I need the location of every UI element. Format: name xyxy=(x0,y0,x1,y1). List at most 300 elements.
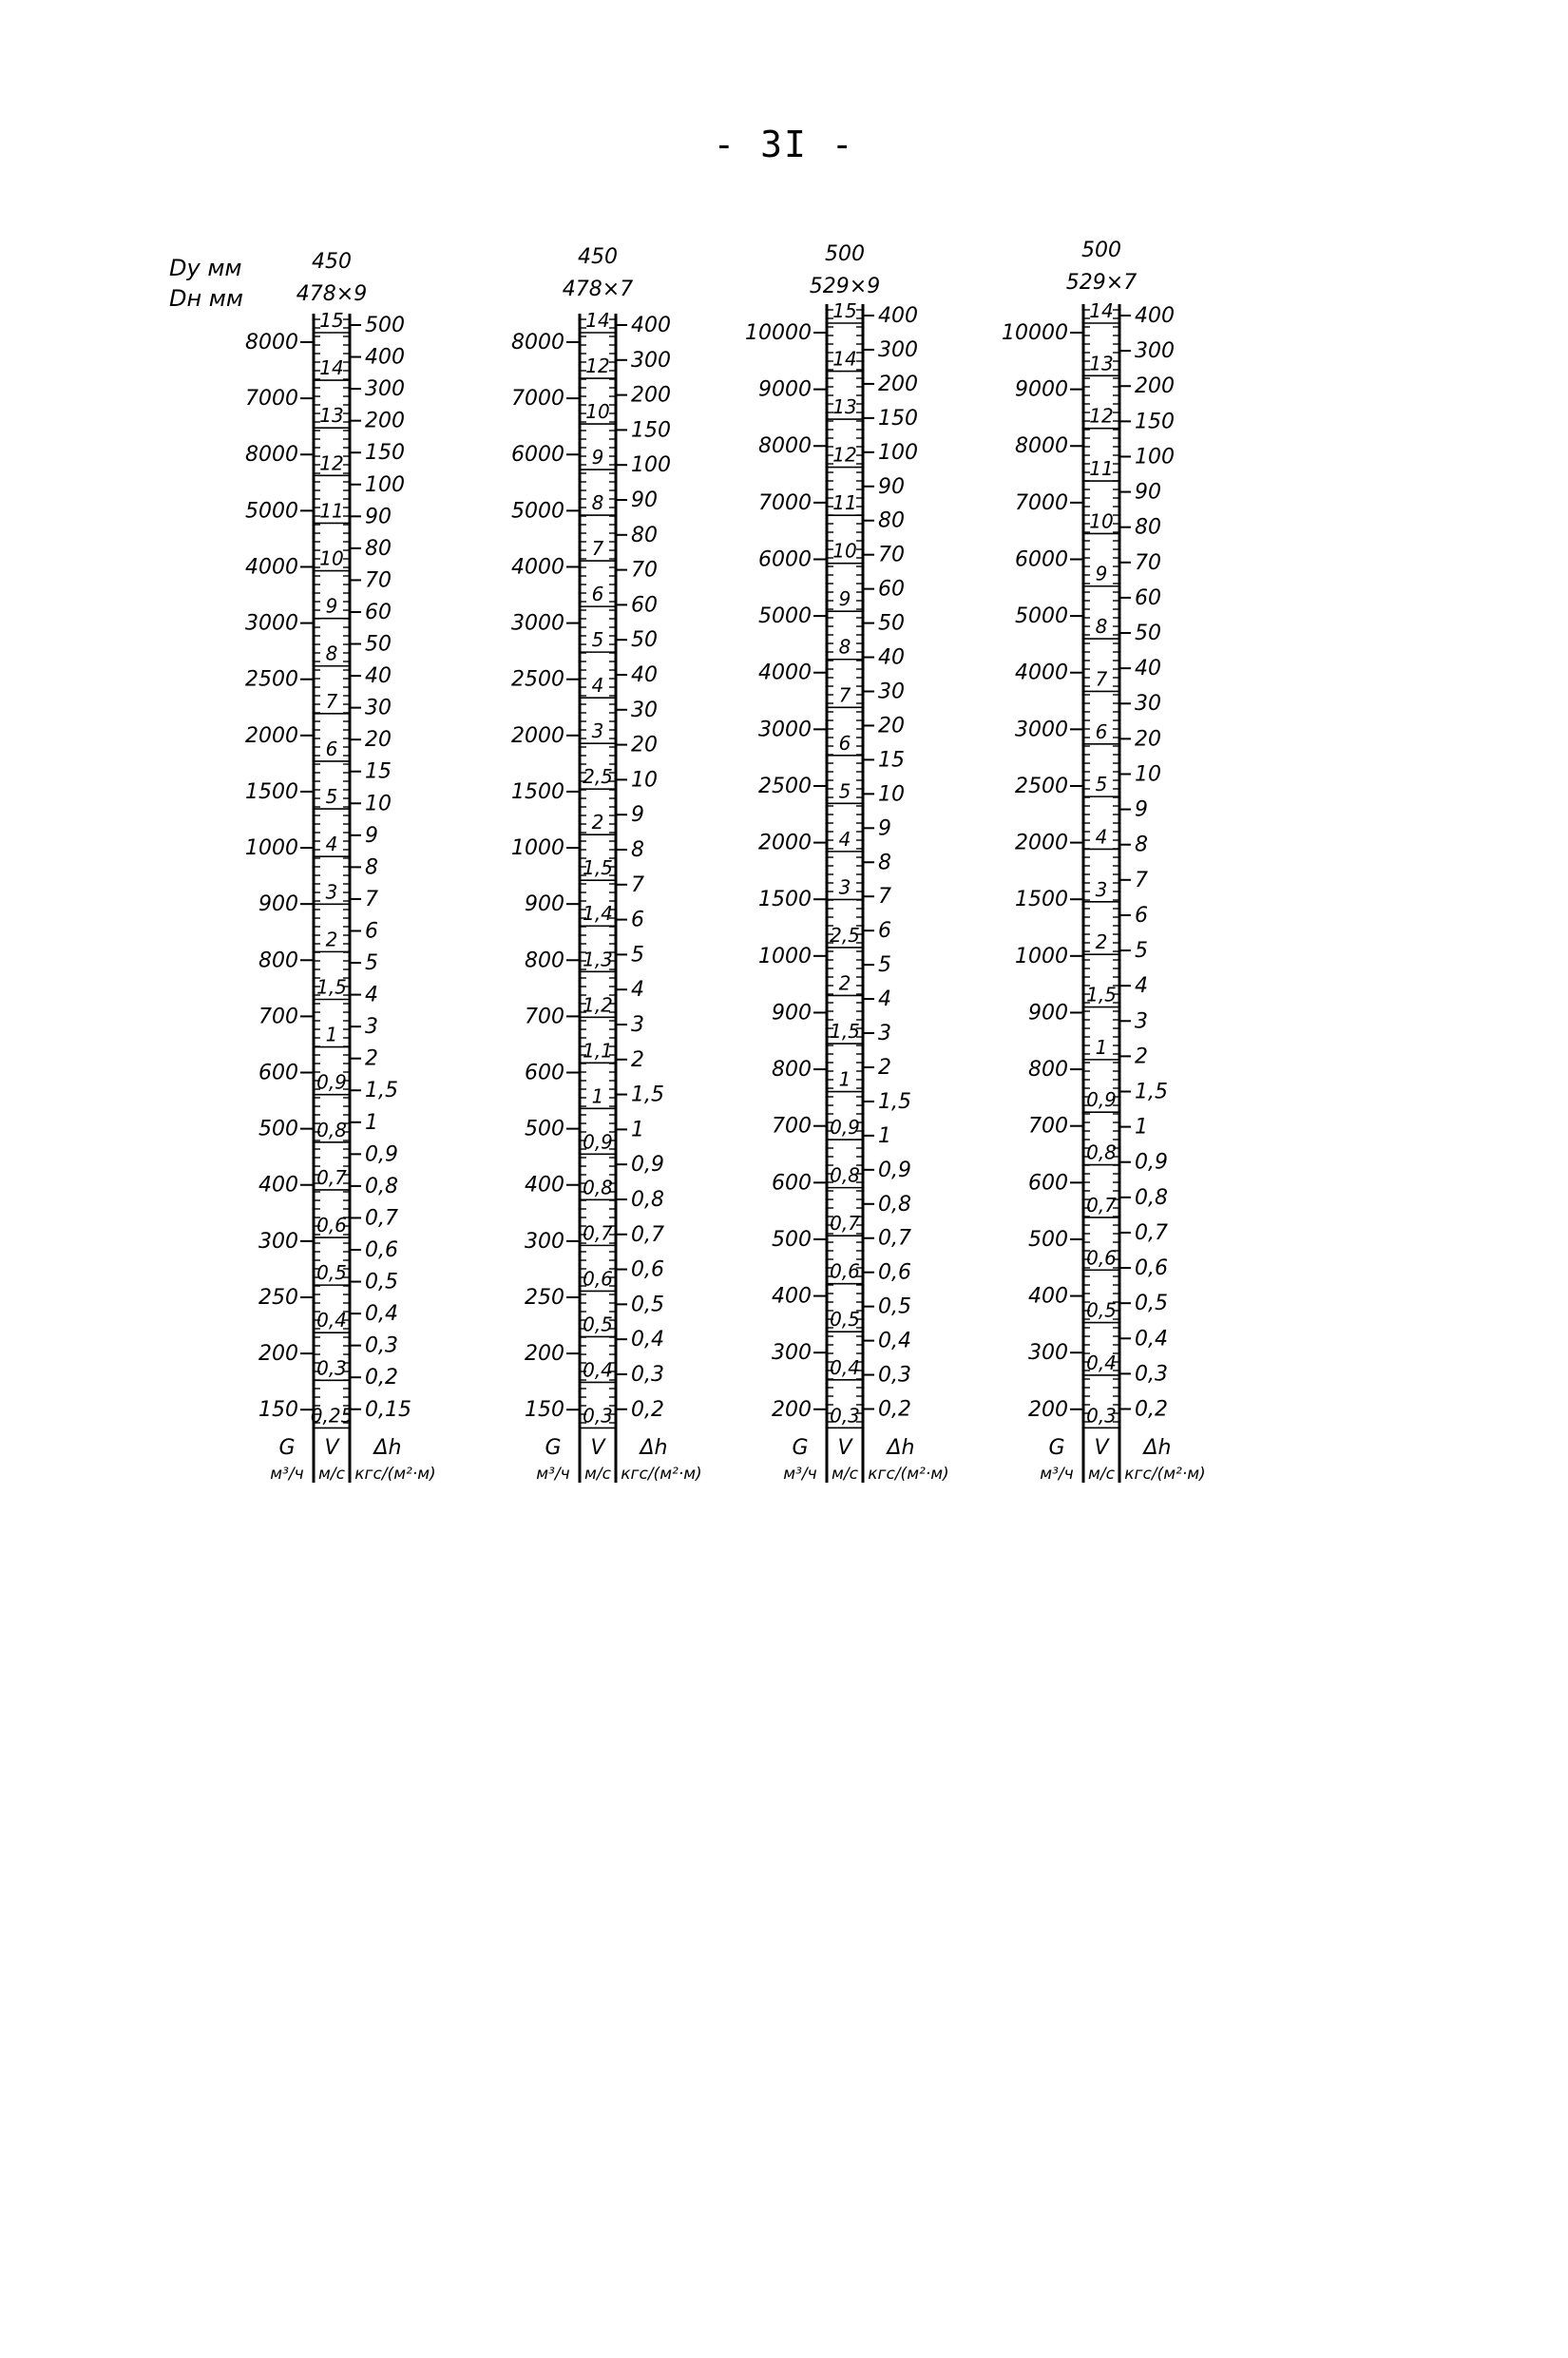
h-tick-label: 90 xyxy=(1135,480,1161,505)
g-tick-label: 1000 xyxy=(758,944,812,968)
h-tick-label: 8 xyxy=(1135,833,1148,857)
g-tick-label: 2500 xyxy=(758,774,812,798)
g-tick-label: 4000 xyxy=(758,661,812,685)
h-tick-label: 100 xyxy=(365,472,405,497)
g-tick-label: 800 xyxy=(1028,1058,1068,1083)
h-tick-label: 400 xyxy=(878,304,918,328)
h-tick-label: 7 xyxy=(878,885,891,910)
v-tick-label: 7 xyxy=(591,537,604,561)
v-tick-label: 11 xyxy=(1089,457,1114,481)
v-tick-label: 2 xyxy=(838,971,851,995)
h-tick-label: 150 xyxy=(365,441,405,466)
g-tick-label: 1500 xyxy=(758,888,812,912)
g-tick-label: 500 xyxy=(258,1117,298,1141)
h-tick-label: 100 xyxy=(631,453,671,478)
h-tick-label: 200 xyxy=(365,409,405,433)
h-tick-label: 10 xyxy=(631,768,658,793)
v-tick-label: 0,6 xyxy=(583,1267,613,1291)
h-tick-label: 300 xyxy=(878,337,918,362)
h-tick-label: 0,8 xyxy=(1135,1185,1168,1210)
h-tick-label: 1 xyxy=(631,1118,644,1142)
v-tick-label: 0,3 xyxy=(1086,1404,1117,1428)
g-tick-label: 1000 xyxy=(1015,944,1068,968)
h-tick-label: 60 xyxy=(365,600,392,624)
h-tick-label: 0,3 xyxy=(365,1333,398,1358)
v-tick-label: 0,9 xyxy=(830,1116,860,1140)
h-tick-label: 4 xyxy=(1135,974,1148,999)
h-tick-label: 80 xyxy=(631,523,658,547)
v-tick-label: 6 xyxy=(838,731,851,755)
h-tick-label: 30 xyxy=(1135,692,1161,717)
g-tick-label: 700 xyxy=(772,1114,812,1139)
h-tick-label: 40 xyxy=(878,645,905,670)
g-tick-label: 8000 xyxy=(1015,434,1068,459)
v-tick-label: 0,25 xyxy=(310,1404,354,1428)
h-tick-label: 6 xyxy=(878,919,891,944)
h-tick-label: 300 xyxy=(365,377,405,402)
g-tick-label: 400 xyxy=(258,1173,298,1198)
h-tick-label: 300 xyxy=(1135,339,1175,364)
v-tick-label: 7 xyxy=(325,689,338,713)
v-tick-label: 10 xyxy=(1089,509,1114,533)
v-tick-label: 12 xyxy=(832,443,857,467)
g-tick-label: 8000 xyxy=(245,443,298,468)
h-caption: Δh xyxy=(1143,1436,1172,1460)
h-tick-label: 1 xyxy=(365,1110,378,1135)
h-tick-label: 10 xyxy=(878,782,905,807)
g-tick-label: 9000 xyxy=(1015,377,1068,402)
h-tick-label: 150 xyxy=(878,406,918,431)
v-tick-label: 0,8 xyxy=(583,1176,613,1199)
g-tick-label: 1000 xyxy=(511,836,564,861)
dy-value: 450 xyxy=(578,245,618,269)
v-tick-label: 2 xyxy=(1095,930,1108,954)
h-tick-label: 2 xyxy=(365,1046,378,1071)
g-caption: G xyxy=(792,1436,809,1460)
v-tick-label: 0,7 xyxy=(583,1221,613,1245)
dy-value: 500 xyxy=(1081,239,1121,262)
v-tick-label: 0,4 xyxy=(1086,1351,1117,1374)
h-tick-label: 40 xyxy=(1135,657,1161,681)
v-tick-label: 8 xyxy=(591,491,604,515)
v-tick-label: 5 xyxy=(838,779,851,803)
v-unit: м/с xyxy=(318,1465,345,1484)
h-tick-label: 100 xyxy=(1135,445,1175,470)
h-tick-label: 60 xyxy=(1135,585,1161,610)
h-tick-label: 0,7 xyxy=(1135,1220,1168,1245)
v-tick-label: 0,8 xyxy=(1086,1141,1117,1164)
h-tick-label: 0,4 xyxy=(878,1329,911,1353)
v-tick-label: 0,6 xyxy=(830,1259,860,1283)
v-tick-label: 4 xyxy=(838,827,851,851)
h-tick-label: 1,5 xyxy=(1135,1080,1168,1104)
h-tick-label: 7 xyxy=(1135,868,1148,892)
v-tick-label: 0,4 xyxy=(316,1309,347,1332)
g-unit: м³/ч xyxy=(270,1465,304,1484)
v-tick-label: 2,5 xyxy=(583,765,613,789)
g-unit: м³/ч xyxy=(783,1465,817,1484)
h-tick-label: 0,4 xyxy=(1135,1327,1168,1352)
h-tick-label: 3 xyxy=(878,1022,891,1046)
h-tick-label: 50 xyxy=(878,611,905,636)
g-tick-label: 700 xyxy=(525,1005,564,1029)
h-tick-label: 0,3 xyxy=(878,1363,911,1388)
g-tick-label: 4000 xyxy=(1015,661,1068,685)
h-tick-label: 5 xyxy=(365,951,378,976)
g-tick-label: 900 xyxy=(525,892,564,917)
v-tick-label: 0,9 xyxy=(1086,1088,1117,1112)
g-caption: G xyxy=(545,1436,562,1460)
v-tick-label: 3 xyxy=(325,880,338,904)
g-tick-label: 2000 xyxy=(758,831,812,855)
v-caption: V xyxy=(324,1436,339,1460)
g-tick-label: 600 xyxy=(1028,1171,1068,1196)
h-tick-label: 3 xyxy=(631,1012,644,1037)
g-tick-label: 1500 xyxy=(1015,888,1068,912)
v-tick-label: 0,3 xyxy=(830,1404,860,1428)
v-tick-label: 0,4 xyxy=(830,1355,860,1379)
g-caption: G xyxy=(278,1436,296,1460)
h-tick-label: 10 xyxy=(1135,762,1161,787)
g-tick-label: 4000 xyxy=(245,555,298,580)
h-tick-label: 90 xyxy=(365,505,392,529)
h-tick-label: 500 xyxy=(365,314,405,337)
v-tick-label: 3 xyxy=(591,719,604,743)
h-tick-label: 90 xyxy=(878,474,905,499)
h-tick-label: 0,7 xyxy=(878,1226,911,1251)
g-tick-label: 6000 xyxy=(1015,547,1068,572)
v-tick-label: 0,5 xyxy=(1086,1298,1117,1322)
h-tick-label: 20 xyxy=(878,714,905,738)
dn-value: 529×7 xyxy=(1065,271,1138,295)
h-tick-label: 8 xyxy=(631,837,644,862)
h-tick-label: 40 xyxy=(631,662,658,687)
v-tick-label: 6 xyxy=(1095,719,1108,743)
v-unit: м/с xyxy=(1088,1465,1115,1484)
v-tick-label: 5 xyxy=(1095,773,1108,796)
g-tick-label: 900 xyxy=(258,892,298,917)
v-caption: V xyxy=(837,1436,852,1460)
v-tick-label: 8 xyxy=(1095,615,1108,639)
h-tick-label: 40 xyxy=(365,664,392,689)
v-tick-label: 0,3 xyxy=(316,1356,347,1380)
h-tick-label: 0,4 xyxy=(631,1328,664,1352)
nomogram-1 xyxy=(152,247,456,1597)
g-tick-label: 500 xyxy=(772,1227,812,1252)
h-tick-label: 90 xyxy=(631,488,658,512)
v-tick-label: 0,9 xyxy=(583,1130,613,1154)
h-tick-label: 5 xyxy=(878,953,891,978)
g-tick-label: 7000 xyxy=(511,387,564,412)
v-tick-label: 1 xyxy=(591,1084,604,1108)
g-tick-label: 7000 xyxy=(245,387,298,412)
v-tick-label: 14 xyxy=(1089,299,1114,322)
h-tick-label: 80 xyxy=(878,508,905,533)
h-tick-label: 70 xyxy=(365,568,392,593)
g-tick-label: 600 xyxy=(525,1061,564,1085)
h-tick-label: 70 xyxy=(878,543,905,567)
v-unit: м/с xyxy=(832,1465,858,1484)
h-tick-label: 70 xyxy=(1135,550,1161,575)
dn-header-label: Dн мм xyxy=(169,285,244,312)
g-tick-label: 6000 xyxy=(511,443,564,468)
v-tick-label: 4 xyxy=(1095,825,1108,849)
h-tick-label: 0,9 xyxy=(878,1158,911,1182)
v-tick-label: 10 xyxy=(585,400,610,424)
h-tick-label: 200 xyxy=(1135,374,1175,399)
h-tick-label: 0,6 xyxy=(631,1257,664,1282)
h-tick-label: 30 xyxy=(365,696,392,720)
g-tick-label: 600 xyxy=(772,1171,812,1196)
h-tick-label: 80 xyxy=(1135,515,1161,540)
v-tick-label: 0,7 xyxy=(830,1212,860,1236)
v-tick-label: 10 xyxy=(319,546,344,570)
h-tick-label: 80 xyxy=(365,536,392,561)
g-unit: м³/ч xyxy=(1040,1465,1074,1484)
h-tick-label: 0,6 xyxy=(878,1260,911,1285)
dn-value: 478×9 xyxy=(296,282,368,306)
g-tick-label: 5000 xyxy=(1015,604,1068,629)
v-tick-label: 1,5 xyxy=(830,1020,860,1044)
v-tick-label: 1,5 xyxy=(1086,983,1117,1006)
h-tick-label: 400 xyxy=(1135,304,1175,328)
v-tick-label: 15 xyxy=(319,309,344,332)
g-tick-label: 900 xyxy=(1028,1001,1068,1026)
h-tick-label: 20 xyxy=(631,733,658,757)
h-tick-label: 4 xyxy=(878,987,891,1012)
v-tick-label: 0,4 xyxy=(583,1358,613,1382)
h-tick-label: 150 xyxy=(1135,410,1175,434)
h-tick-label: 9 xyxy=(1135,797,1148,822)
h-tick-label: 5 xyxy=(1135,939,1148,964)
h-tick-label: 2 xyxy=(878,1055,891,1080)
g-tick-label: 700 xyxy=(1028,1114,1068,1139)
v-tick-label: 1,2 xyxy=(583,993,613,1017)
h-tick-label: 30 xyxy=(631,698,658,722)
v-tick-label: 1 xyxy=(1095,1035,1108,1059)
v-tick-label: 2 xyxy=(591,811,604,834)
v-tick-label: 1,5 xyxy=(583,856,613,880)
g-tick-label: 4000 xyxy=(511,555,564,580)
h-tick-label: 15 xyxy=(878,748,905,773)
v-tick-label: 0,5 xyxy=(316,1261,347,1285)
g-tick-label: 300 xyxy=(525,1229,564,1254)
g-tick-label: 2000 xyxy=(1015,831,1068,855)
h-tick-label: 50 xyxy=(631,628,658,653)
v-tick-label: 1,4 xyxy=(583,902,613,926)
v-tick-label: 11 xyxy=(832,491,857,515)
h-tick-label: 200 xyxy=(878,372,918,396)
g-tick-label: 5000 xyxy=(758,604,812,629)
h-tick-label: 150 xyxy=(631,418,671,443)
g-tick-label: 3000 xyxy=(245,611,298,636)
h-tick-label: 0,5 xyxy=(1135,1292,1168,1316)
h-tick-label: 0,2 xyxy=(631,1397,664,1422)
h-tick-label: 9 xyxy=(878,816,891,841)
h-tick-label: 100 xyxy=(878,440,918,465)
h-tick-label: 0,4 xyxy=(365,1302,398,1327)
v-tick-label: 1,1 xyxy=(583,1039,613,1063)
h-tick-label: 70 xyxy=(631,558,658,583)
dn-value: 478×7 xyxy=(562,278,634,301)
h-unit: кгс/(м²·м) xyxy=(621,1465,702,1484)
h-tick-label: 4 xyxy=(365,983,378,1007)
v-tick-label: 1 xyxy=(838,1067,851,1091)
g-tick-label: 3000 xyxy=(758,718,812,742)
v-tick-label: 12 xyxy=(319,451,344,475)
g-tick-label: 1500 xyxy=(245,779,298,804)
g-tick-label: 8000 xyxy=(511,331,564,355)
g-tick-label: 2000 xyxy=(511,723,564,748)
v-tick-label: 8 xyxy=(838,635,851,659)
v-tick-label: 12 xyxy=(585,355,610,378)
h-tick-label: 3 xyxy=(1135,1009,1148,1034)
h-caption: Δh xyxy=(887,1436,915,1460)
h-tick-label: 300 xyxy=(631,348,671,373)
h-tick-label: 0,8 xyxy=(878,1192,911,1217)
v-tick-label: 0,3 xyxy=(583,1404,613,1428)
h-tick-label: 0,6 xyxy=(365,1237,398,1262)
g-tick-label: 200 xyxy=(772,1397,812,1422)
h-tick-label: 0,2 xyxy=(365,1366,398,1390)
h-tick-label: 20 xyxy=(1135,727,1161,752)
h-tick-label: 9 xyxy=(365,823,378,848)
g-tick-label: 5000 xyxy=(245,499,298,524)
h-tick-label: 9 xyxy=(631,803,644,828)
v-tick-label: 0,8 xyxy=(830,1163,860,1187)
v-tick-label: 0,6 xyxy=(1086,1246,1117,1270)
h-tick-label: 30 xyxy=(878,680,905,704)
v-tick-label: 2,5 xyxy=(830,923,860,947)
h-tick-label: 50 xyxy=(1135,622,1161,646)
g-tick-label: 150 xyxy=(258,1398,298,1423)
h-tick-label: 2 xyxy=(631,1047,644,1072)
h-unit: кгс/(м²·м) xyxy=(354,1465,436,1484)
h-tick-label: 0,8 xyxy=(365,1174,398,1198)
h-tick-label: 200 xyxy=(631,383,671,408)
g-caption: G xyxy=(1048,1436,1065,1460)
v-tick-label: 15 xyxy=(832,299,857,322)
g-tick-label: 7000 xyxy=(1015,490,1068,515)
h-tick-label: 50 xyxy=(365,632,392,657)
g-tick-label: 3000 xyxy=(1015,718,1068,742)
h-tick-label: 4 xyxy=(631,978,644,1003)
g-tick-label: 400 xyxy=(1028,1284,1068,1309)
v-tick-label: 4 xyxy=(325,833,338,856)
h-tick-label: 7 xyxy=(365,887,378,911)
v-tick-label: 13 xyxy=(319,404,344,428)
g-tick-label: 2000 xyxy=(245,723,298,748)
g-tick-label: 250 xyxy=(525,1285,564,1310)
v-tick-label: 0,5 xyxy=(830,1308,860,1332)
h-tick-label: 0,8 xyxy=(631,1187,664,1212)
v-tick-label: 14 xyxy=(585,309,610,332)
dy-header-label: Dу мм xyxy=(169,255,242,281)
g-tick-label: 800 xyxy=(772,1058,812,1083)
v-tick-label: 9 xyxy=(838,587,851,611)
g-tick-label: 1500 xyxy=(511,779,564,804)
h-tick-label: 0,3 xyxy=(1135,1362,1168,1387)
g-tick-label: 700 xyxy=(258,1005,298,1029)
g-tick-label: 6000 xyxy=(758,547,812,572)
h-tick-label: 0,7 xyxy=(365,1206,398,1231)
v-tick-label: 0,8 xyxy=(316,1118,347,1141)
h-tick-label: 1 xyxy=(1135,1115,1148,1140)
g-tick-label: 1000 xyxy=(245,836,298,861)
v-tick-label: 6 xyxy=(591,583,604,606)
v-tick-label: 3 xyxy=(1095,877,1108,901)
v-tick-label: 9 xyxy=(1095,562,1108,585)
h-tick-label: 15 xyxy=(365,759,392,784)
v-tick-label: 0,6 xyxy=(316,1214,347,1237)
h-tick-label: 0,6 xyxy=(1135,1256,1168,1281)
v-tick-label: 14 xyxy=(832,347,857,371)
h-tick-label: 0,5 xyxy=(878,1294,911,1319)
v-tick-label: 1,5 xyxy=(316,975,347,999)
g-tick-label: 400 xyxy=(772,1284,812,1309)
h-tick-label: 6 xyxy=(631,908,644,932)
h-tick-label: 6 xyxy=(365,919,378,944)
h-tick-label: 3 xyxy=(365,1015,378,1040)
v-tick-label: 1 xyxy=(325,1023,338,1046)
h-tick-label: 7 xyxy=(631,872,644,897)
g-tick-label: 800 xyxy=(525,949,564,973)
v-tick-label: 0,7 xyxy=(1086,1193,1117,1217)
g-tick-label: 5000 xyxy=(511,499,564,524)
h-tick-label: 0,9 xyxy=(365,1142,398,1167)
dn-value: 529×9 xyxy=(809,275,881,298)
g-tick-label: 10000 xyxy=(745,321,812,345)
g-tick-label: 600 xyxy=(258,1061,298,1085)
g-tick-label: 400 xyxy=(525,1173,564,1198)
v-tick-label: 5 xyxy=(325,785,338,809)
g-tick-label: 8000 xyxy=(245,331,298,355)
h-tick-label: 0,15 xyxy=(365,1397,411,1422)
g-tick-label: 200 xyxy=(258,1342,298,1367)
h-tick-label: 0,5 xyxy=(365,1270,398,1294)
h-tick-label: 1,5 xyxy=(878,1089,911,1114)
g-tick-label: 250 xyxy=(258,1285,298,1310)
h-tick-label: 0,9 xyxy=(1135,1150,1168,1175)
v-tick-label: 3 xyxy=(838,875,851,899)
nomogram-4 xyxy=(922,236,1226,1585)
h-tick-label: 20 xyxy=(365,728,392,753)
v-tick-label: 13 xyxy=(1089,352,1114,375)
g-tick-label: 300 xyxy=(258,1229,298,1254)
h-tick-label: 0,7 xyxy=(631,1222,664,1247)
g-tick-label: 800 xyxy=(258,949,298,973)
h-tick-label: 8 xyxy=(878,851,891,875)
h-tick-label: 2 xyxy=(1135,1045,1148,1069)
g-tick-label: 2500 xyxy=(245,667,298,692)
v-caption: V xyxy=(1094,1436,1109,1460)
v-tick-label: 10 xyxy=(832,539,857,563)
h-tick-label: 0,3 xyxy=(631,1362,664,1387)
g-tick-label: 2500 xyxy=(1015,774,1068,798)
v-tick-label: 2 xyxy=(325,928,338,951)
v-tick-label: 0,5 xyxy=(583,1313,613,1336)
v-tick-label: 14 xyxy=(319,356,344,380)
g-tick-label: 10000 xyxy=(1002,321,1068,345)
g-tick-label: 150 xyxy=(525,1398,564,1423)
v-caption: V xyxy=(590,1436,605,1460)
h-tick-label: 400 xyxy=(631,314,671,337)
h-tick-label: 60 xyxy=(878,577,905,602)
v-tick-label: 13 xyxy=(832,395,857,419)
h-tick-label: 0,5 xyxy=(631,1293,664,1317)
g-tick-label: 3000 xyxy=(511,611,564,636)
dy-value: 500 xyxy=(825,242,865,266)
